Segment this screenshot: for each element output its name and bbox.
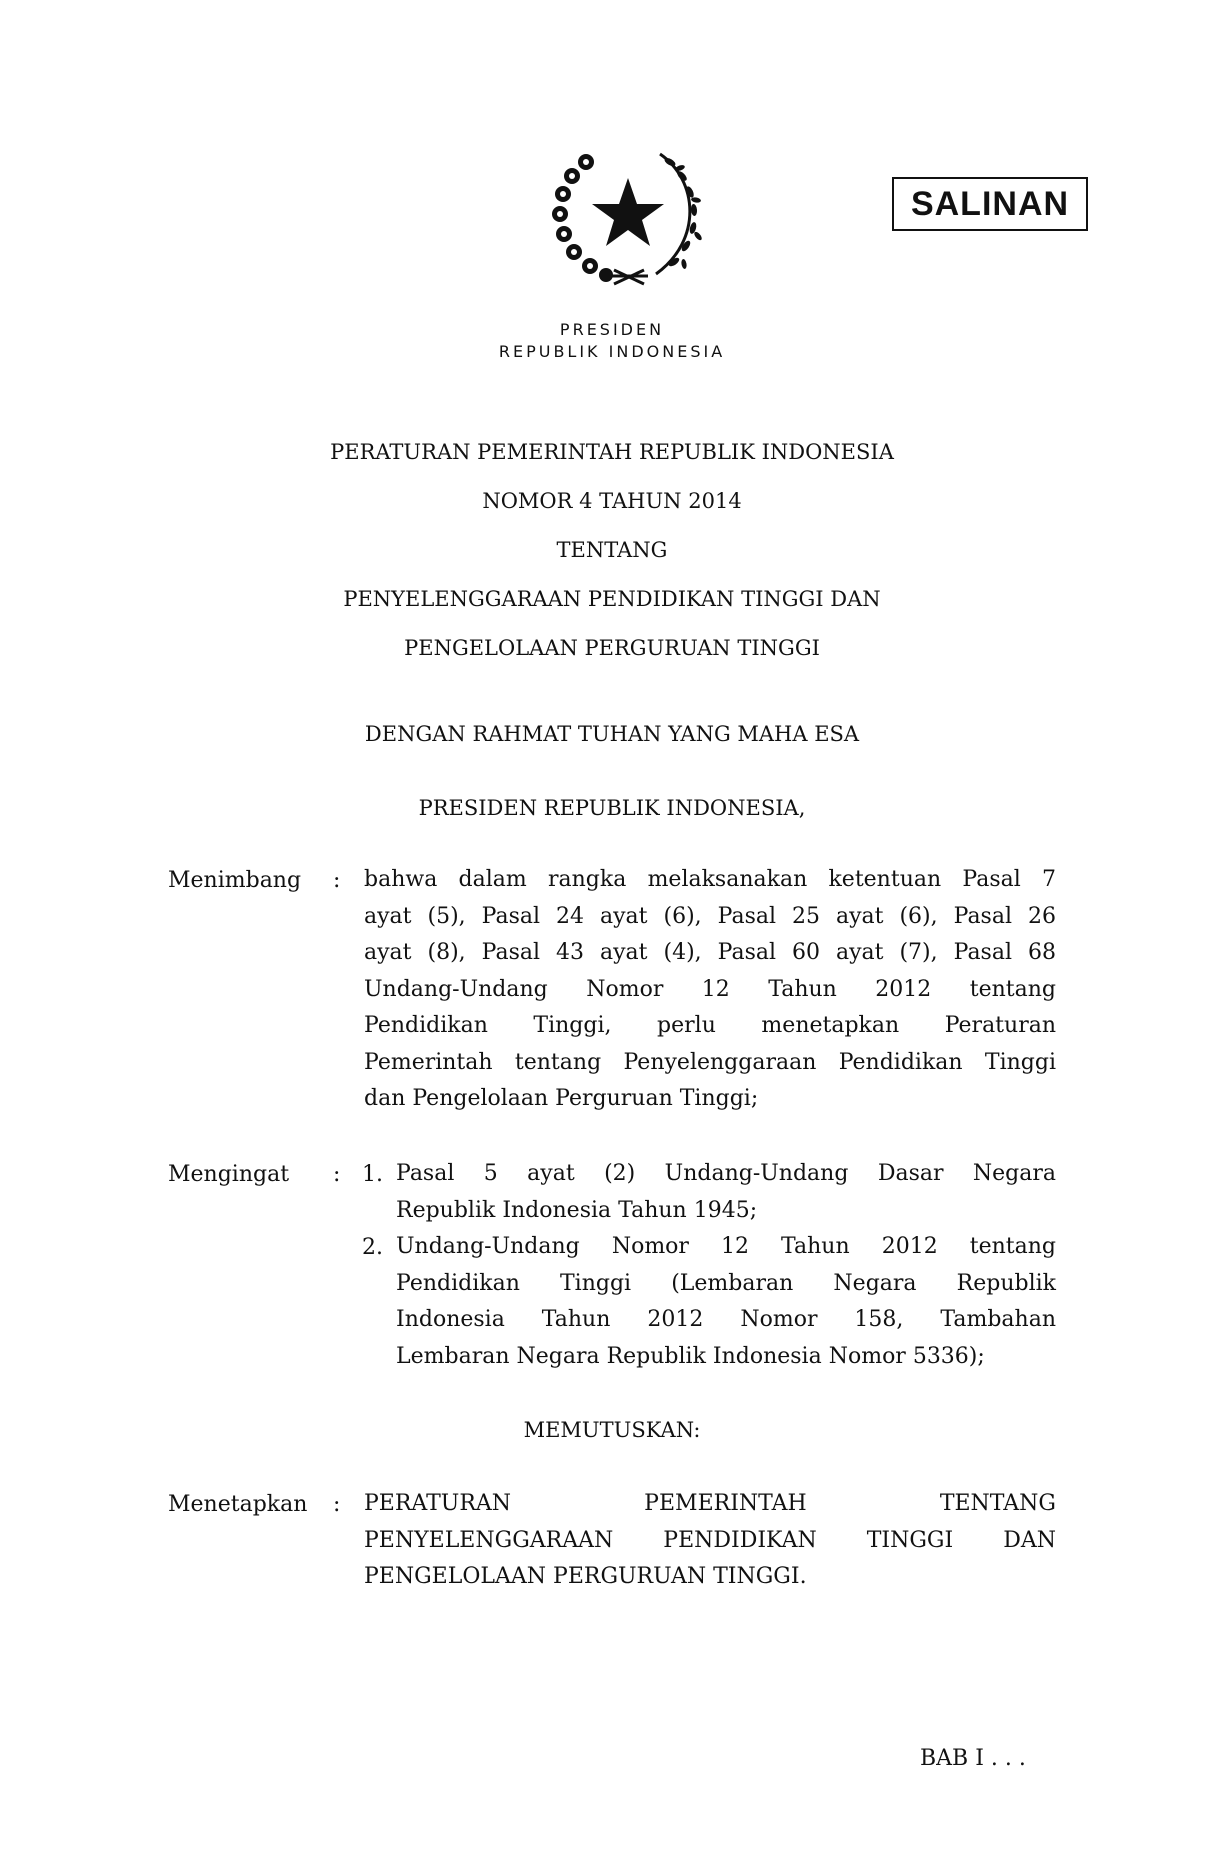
mengingat-item-number: 1.: [362, 1162, 383, 1187]
mengingat-item-1: [396, 1156, 1056, 1229]
salinan-stamp: SALINAN: [892, 177, 1088, 231]
issuer-line-presiden: PRESIDEN: [559, 320, 665, 339]
menimbang-label: Menimbang: [168, 868, 302, 893]
menetapkan-label: Menetapkan: [168, 1492, 308, 1517]
menimbang-line: Pendidikan Tinggi, perlu menetapkan Peraturan: [364, 1013, 1056, 1038]
menimbang-colon: :: [333, 868, 341, 893]
memutuskan-heading: MEMUTUSKAN:: [523, 1418, 701, 1442]
preamble-line-2: PRESIDEN REPUBLIK INDONESIA,: [418, 796, 806, 820]
mengingat-label: Mengingat: [168, 1162, 290, 1187]
menimbang-line: ayat (8), Pasal 43 ayat (4), Pasal 60 ayat (7), Pasal 68: [364, 940, 1056, 965]
menetapkan-line: PENYELENGGARAAN PENDIDIKAN TINGGI DAN: [364, 1527, 1056, 1553]
mengingat-item-number: 2.: [362, 1235, 383, 1260]
next-page-marker: BAB I . . .: [920, 1746, 1026, 1771]
mengingat-item-line: Pasal 5 ayat (2) Undang-Undang Dasar Negara: [396, 1161, 1056, 1186]
mengingat-item-2: [396, 1229, 1056, 1375]
menimbang-line: ayat (5), Pasal 24 ayat (6), Pasal 25 ayat (6), Pasal 26: [364, 903, 1056, 929]
preamble-line-1: DENGAN RAHMAT TUHAN YANG MAHA ESA: [364, 722, 860, 746]
title-line-2: NOMOR 4 TAHUN 2014: [482, 489, 742, 513]
title-line-1: PERATURAN PEMERINTAH REPUBLIK INDONESIA: [330, 440, 894, 464]
garuda-star-emblem-icon: [548, 140, 708, 288]
menetapkan-colon: :: [333, 1492, 341, 1517]
issuer-line-republik: REPUBLIK INDONESIA: [498, 342, 726, 361]
mengingat-item-line: Republik Indonesia Tahun 1945;: [396, 1197, 758, 1223]
title-line-5: PENGELOLAAN PERGURUAN TINGGI: [404, 636, 820, 660]
mengingat-item-line: Lembaran Negara Republik Indonesia Nomor 5336);: [396, 1343, 985, 1369]
menetapkan-line: PENGELOLAAN PERGURUAN TINGGI.: [364, 1564, 807, 1589]
mengingat-item-line: Undang-Undang Nomor 12 Tahun 2012 tentang: [396, 1234, 1056, 1259]
menetapkan-text: [364, 1486, 1056, 1596]
mengingat-item-line: Pendidikan Tinggi (Lembaran Negara Republik: [396, 1270, 1056, 1296]
menimbang-line: Undang-Undang Nomor 12 Tahun 2012 tentang: [364, 976, 1056, 1002]
menetapkan-line: PERATURAN PEMERINTAH TENTANG: [364, 1491, 1056, 1516]
mengingat-item-line: Indonesia Tahun 2012 Nomor 158, Tambahan: [396, 1307, 1056, 1332]
title-line-3: TENTANG: [556, 538, 668, 562]
menimbang-text: [364, 862, 1056, 1118]
mengingat-colon: :: [333, 1162, 341, 1187]
menimbang-line: dan Pengelolaan Perguruan Tinggi;: [364, 1086, 759, 1111]
menimbang-line: bahwa dalam rangka melaksanakan ketentuan Pasal 7: [364, 867, 1056, 892]
menimbang-line: Pemerintah tentang Penyelenggaraan Pendidikan Tinggi: [364, 1049, 1056, 1075]
title-line-4: PENYELENGGARAAN PENDIDIKAN TINGGI DAN: [343, 587, 881, 611]
